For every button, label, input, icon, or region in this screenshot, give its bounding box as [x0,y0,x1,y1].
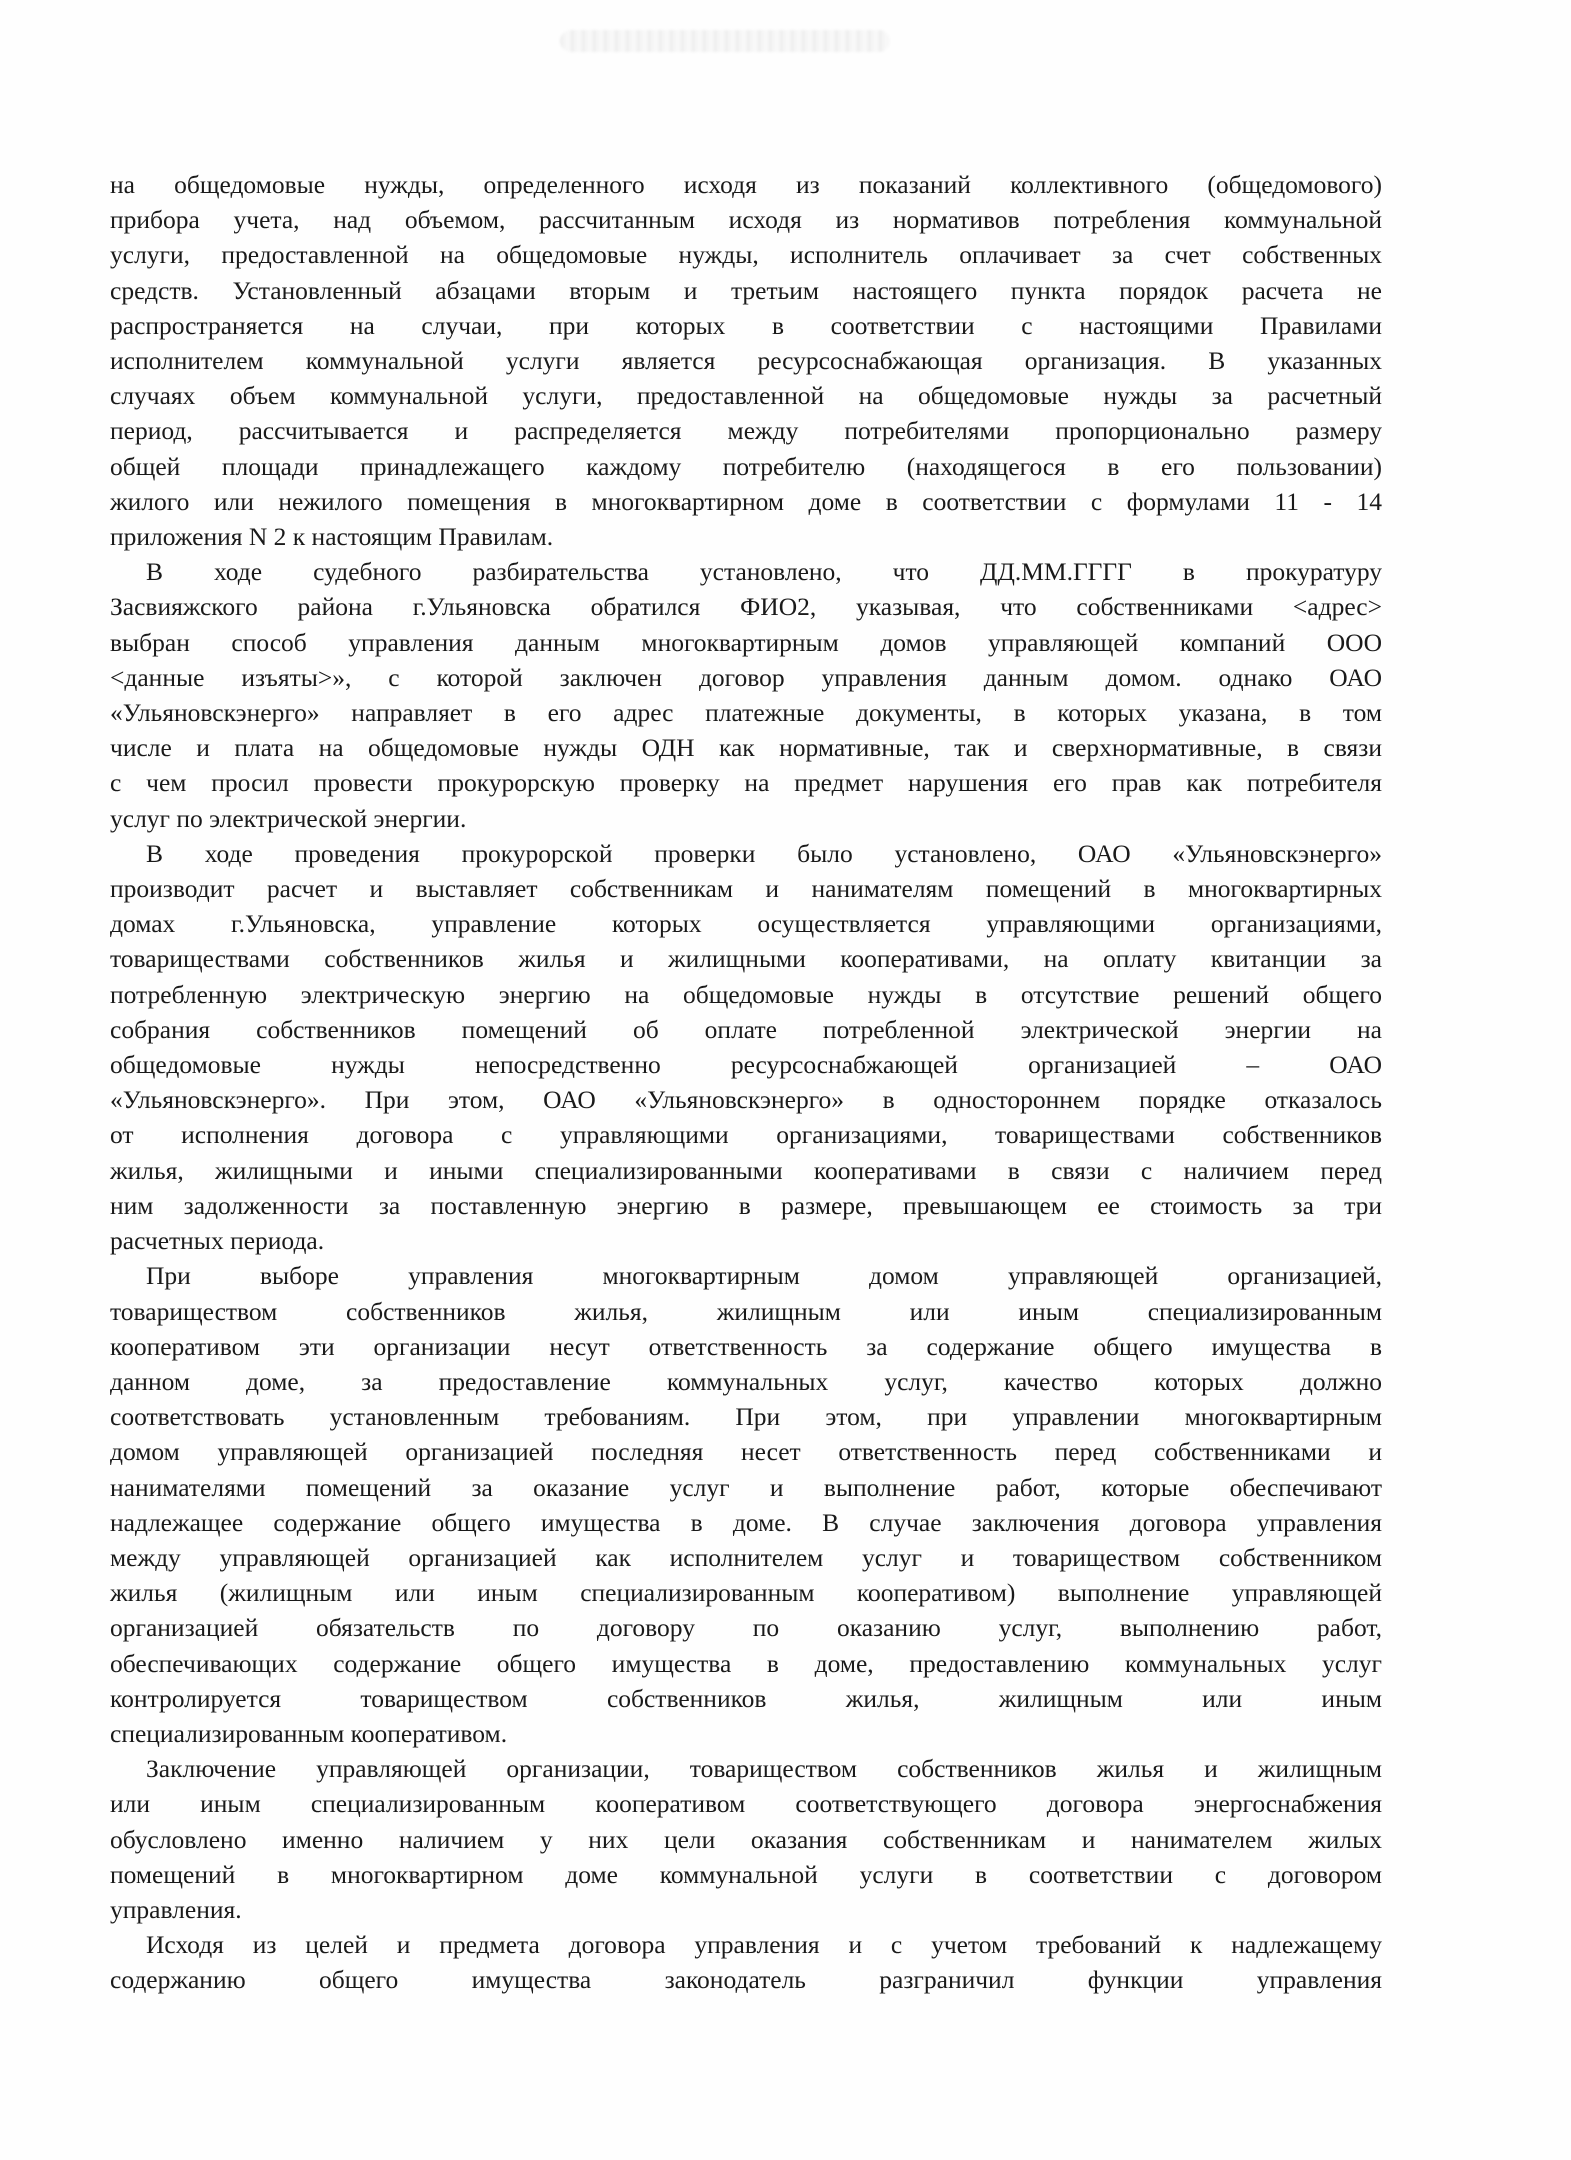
text-line: услуги, предоставленной на общедомовые нужды, исполнитель оплачивает за счет собственных [110,240,1382,270]
text-line: «Ульяновскэнерго» направляет в его адрес платежные документы, в которых указана, в том [110,698,1382,728]
text-line: Заключение управляющей организации, товариществом собственников жилья и жилищным [146,1754,1382,1784]
text-line: обусловлено именно наличием у них цели оказания собственникам и нанимателем жилых [110,1824,1382,1854]
text-line: потребленную электрическую энергию на общедомовые нужды в отсутствие решений общего [110,979,1382,1009]
text-line: случаях объем коммунальной услуги, предоставленной на общедомовые нужды за расчетный [110,381,1382,411]
paragraph [110,554,1382,836]
text-line: производит расчет и выставляет собственникам и нанимателям помещений в многоквартирных [110,874,1382,904]
text-line: домах г.Ульяновска, управление которых осуществляется управляющими организациями, [110,909,1382,939]
text-line: общедомовые нужды непосредственно ресурсоснабжающей организацией – ОАО [110,1050,1382,1080]
text-line: на общедомовые нужды, определенного исходя из показаний коллективного (общедомового) [110,170,1382,199]
paragraph [110,836,1382,1258]
text-line: между управляющей организацией как исполнителем услуг и товариществом собственником [110,1542,1382,1572]
text-line: соответствовать установленным требованиям. При этом, при управлении многоквартирным [110,1402,1382,1432]
text-line: В ходе судебного разбирательства установлено, что ДД.ММ.ГГГГ в прокуратуру [146,557,1382,587]
text-line: обеспечивающих содержание общего имущества в доме, предоставлению коммунальных услуг [110,1648,1382,1678]
text-line: данном доме, за предоставление коммунальных услуг, качество которых должно [110,1366,1382,1396]
text-line: контролируется товариществом собственников жилья, жилищным или иным [110,1683,1382,1713]
text-line: собрания собственников помещений об оплате потребленной электрической энергии на [110,1014,1382,1044]
text-line: управления. [110,1894,242,1924]
text-line: жилого или нежилого помещения в многоквартирном доме в соответствии с формулами 11 - 14 [110,486,1382,516]
text-line: нанимателями помещений за оказание услуг и выполнение работ, которые обеспечивают [110,1472,1382,1502]
text-line: ним задолженности за поставленную энергию в размере, превышающем ее стоимость за три [110,1190,1382,1220]
text-line: с чем просил провести прокурорскую проверку на предмет нарушения его прав как потребителя [110,768,1382,798]
text-line: приложения N 2 к настоящим Правилам. [110,522,554,552]
paragraph [110,1258,1382,1751]
text-line: общей площади принадлежащего каждому потребителю (находящегося в его пользовании) [110,451,1382,481]
text-line: кооперативом эти организации несут ответственность за содержание общего имущества в [110,1331,1382,1361]
text-line: содержанию общего имущества законодатель разграничил функции управления [110,1965,1382,1995]
text-line: <данные изъяты>», с которой заключен договор управления данным домом. однако ОАО [110,662,1382,692]
text-line: жилья (жилищным или иным специализированным кооперативом) выполнение управляющей [110,1578,1382,1608]
scan-artifact [560,30,890,52]
text-line: «Ульяновскэнерго». При этом, ОАО «Ульяновскэнерго» в одностороннем порядке отказалось [110,1085,1382,1115]
text-line: товариществами собственников жилья и жилищными кооперативами, на оплату квитанции за [110,944,1382,974]
paragraph [110,1751,1382,1927]
text-line: или иным специализированным кооперативом соответствующего договора энергоснабжения [110,1789,1382,1819]
text-line: распространяется на случаи, при которых в соответствии с настоящими Правилами [110,310,1382,340]
document-body [110,167,1382,1998]
text-line: услуг по электрической энергии. [110,803,467,833]
text-line: домом управляющей организацией последняя несет ответственность перед собственниками и [110,1437,1382,1467]
text-line: жилья, жилищными и иными специализированными кооперативами в связи с наличием перед [110,1155,1382,1185]
paragraph [110,1927,1382,1997]
text-line: выбран способ управления данным многоквартирным домов управляющей компаний ООО [110,627,1382,657]
text-line: специализированным кооперативом. [110,1718,508,1748]
text-line: В ходе проведения прокурорской проверки было установлено, ОАО «Ульяновскэнерго» [146,838,1382,868]
text-line: расчетных периода. [110,1226,325,1256]
text-line: числе и плата на общедомовые нужды ОДН как нормативные, так и сверхнормативные, в связи [110,733,1382,763]
text-line: исполнителем коммунальной услуги является ресурсоснабжающая организация. В указанных [110,346,1382,376]
text-line: прибора учета, над объемом, рассчитанным исходя из нормативов потребления коммунальной [110,205,1382,235]
text-line: период, рассчитывается и распределяется между потребителями пропорционально размеру [110,416,1382,446]
text-line: от исполнения договора с управляющими организациями, товариществами собственников [110,1120,1382,1150]
text-line: Засвияжского района г.Ульяновска обратился ФИО2, указывая, что собственниками <адрес> [110,592,1382,622]
text-line: средств. Установленный абзацами вторым и третьим настоящего пункта порядок расчета не [110,275,1382,305]
text-line: помещений в многоквартирном доме коммунальной услуги в соответствии с договором [110,1859,1382,1889]
text-line: надлежащее содержание общего имущества в доме. В случае заключения договора управления [110,1507,1382,1537]
text-line: При выборе управления многоквартирным домом управляющей организацией, [146,1261,1382,1291]
text-line: организацией обязательств по договору по оказанию услуг, выполнению работ, [110,1613,1382,1643]
text-line: Исходя из целей и предмета договора управления и с учетом требований к надлежащему [146,1930,1382,1960]
paragraph [110,167,1382,554]
text-line: товариществом собственников жилья, жилищным или иным специализированным [110,1296,1382,1326]
